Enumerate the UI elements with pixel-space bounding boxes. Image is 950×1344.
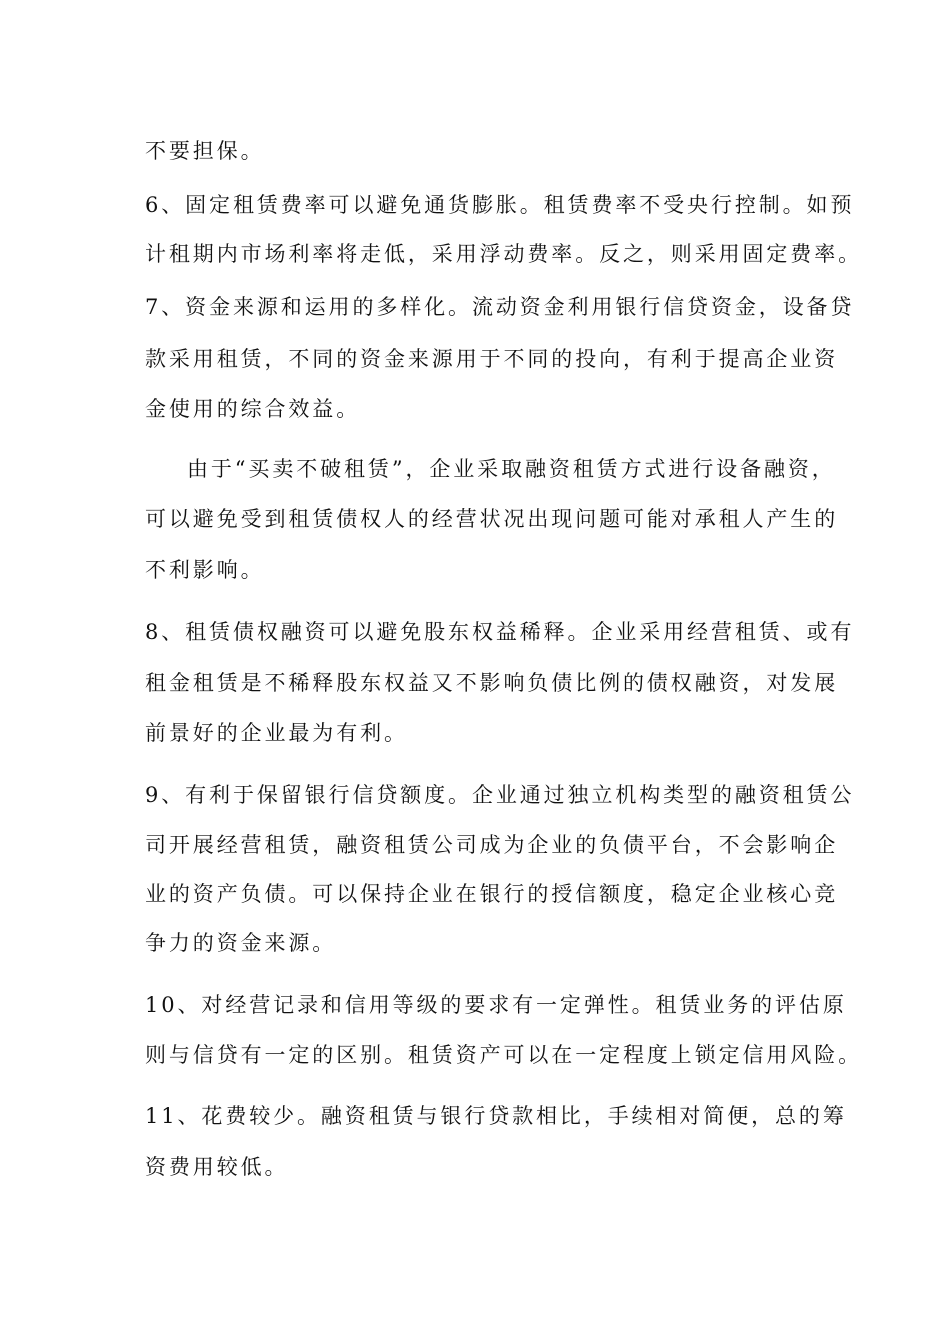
text-line: 争力的资金来源。: [145, 931, 337, 955]
text-line: 资费用较低。: [145, 1155, 289, 1179]
text-line: 10、对经营记录和信用等级的要求有一定弹性。租赁业务的评估原: [145, 993, 847, 1017]
text-line: 款采用租赁，不同的资金来源用于不同的投向，有利于提高企业资: [145, 347, 839, 371]
text-line: 司开展经营租赁，融资租赁公司成为企业的负债平台，不会影响企: [145, 833, 839, 857]
text-line: 业的资产负债。可以保持企业在银行的授信额度，稳定企业核心竞: [145, 882, 839, 906]
text-line: 租金租赁是不稀释股东权益又不影响负债比例的债权融资，对发展: [145, 671, 839, 695]
text-line: 由于“买卖不破租赁”，企业采取融资租赁方式进行设备融资，: [187, 457, 836, 481]
text-line: 7、资金来源和运用的多样化。流动资金利用银行信贷资金，设备贷: [145, 295, 855, 319]
text-line: 可以避免受到租赁债权人的经营状况出现问题可能对承租人产生的: [145, 507, 839, 531]
text-line: 计租期内市场利率将走低，采用浮动费率。反之，则采用固定费率。: [145, 242, 862, 266]
text-line: 则与信贷有一定的区别。租赁资产可以在一定程度上锁定信用风险。: [145, 1043, 862, 1067]
text-line: 11、花费较少。融资租赁与银行贷款相比，手续相对简便，总的筹: [145, 1104, 847, 1128]
text-line: 不要担保。: [145, 139, 265, 163]
text-line: 6、固定租赁费率可以避免通货膨胀。租赁费率不受央行控制。如预: [145, 193, 855, 217]
text-line: 前景好的企业最为有利。: [145, 721, 408, 745]
text-line: 9、有利于保留银行信贷额度。企业通过独立机构类型的融资租赁公: [145, 783, 855, 807]
text-line: 8、租赁债权融资可以避免股东权益稀释。企业采用经营租赁、或有: [145, 620, 855, 644]
text-line: 不利影响。: [145, 558, 265, 582]
text-line: 金使用的综合效益。: [145, 397, 361, 421]
